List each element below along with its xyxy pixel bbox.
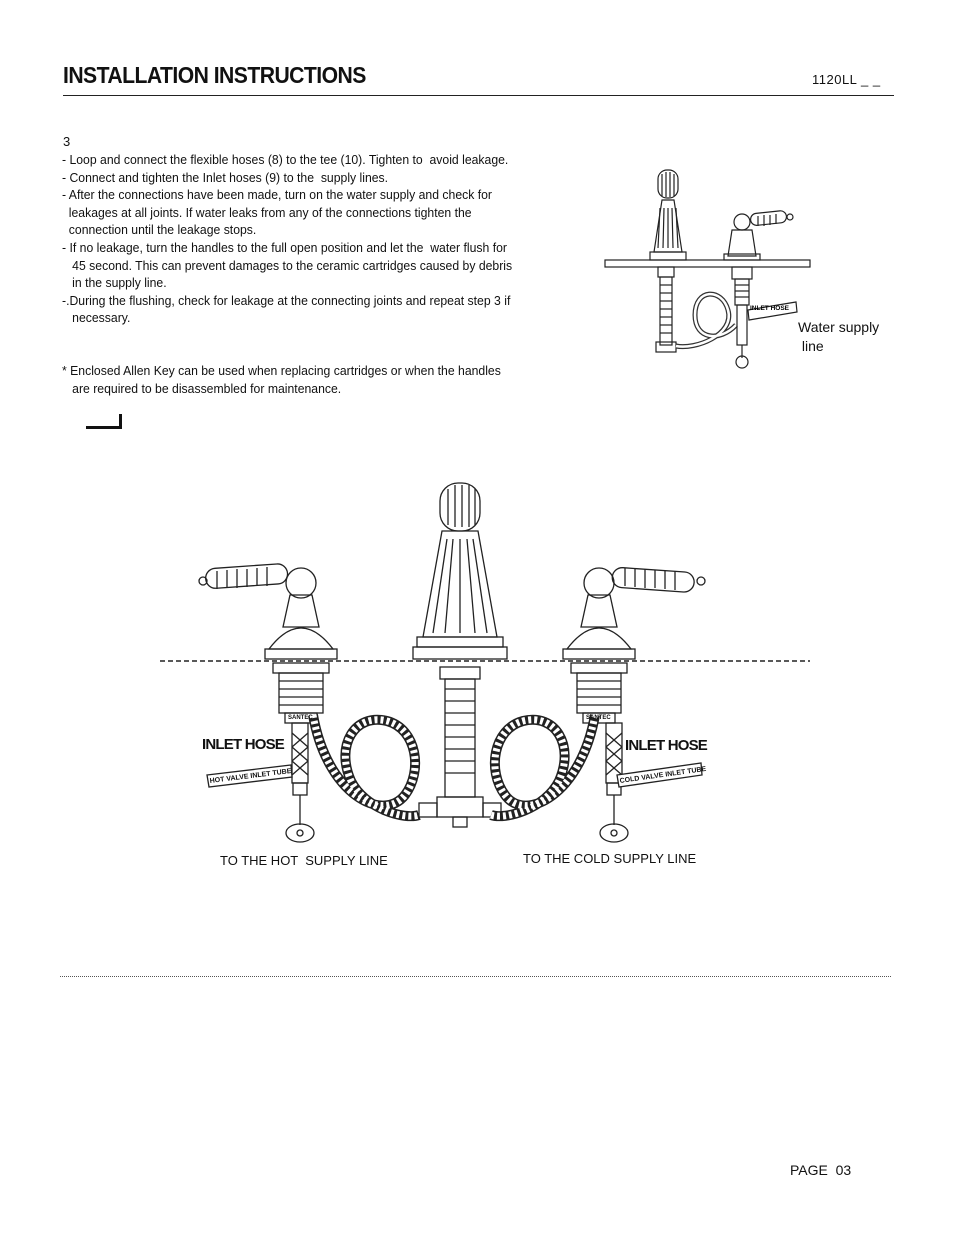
page-number: PAGE 03 bbox=[790, 1162, 852, 1178]
instruction-line: - After the connections have been made, turn on the water supply and check for bbox=[62, 187, 493, 203]
water-supply-label-line1: Water supply bbox=[798, 319, 880, 335]
hot-valve-tube-label: HOT VALVE INLET TUBE bbox=[209, 768, 292, 785]
step-number: 3 bbox=[63, 134, 71, 149]
water-supply-label bbox=[798, 318, 879, 356]
brand-label-right: SANTEC bbox=[586, 715, 611, 721]
instruction-line: in the supply line. bbox=[62, 275, 167, 291]
instruction-line: -.During the flushing, check for leakage at the connecting joints and repeat step 3 if bbox=[62, 292, 511, 308]
main-faucet-diagram bbox=[155, 475, 815, 845]
corner-bracket-mark bbox=[86, 414, 122, 429]
water-supply-label-line2: line bbox=[798, 338, 824, 354]
instruction-line: connection until the leakage stops. bbox=[62, 222, 257, 238]
instruction-line: necessary. bbox=[62, 310, 131, 326]
inlet-hose-label-left: INLET HOSE bbox=[202, 736, 285, 753]
step-instructions bbox=[62, 151, 513, 327]
brand-label-left: SANTEC bbox=[288, 715, 313, 721]
page-title: INSTALLATION INSTRUCTIONS bbox=[63, 62, 366, 88]
instruction-line: - If no leakage, turn the handles to the full open position and let the water flush for bbox=[62, 239, 507, 255]
inlet-hose-label-right: INLET HOSE bbox=[625, 737, 708, 754]
hot-supply-label: TO THE HOT SUPPLY LINE bbox=[220, 853, 388, 868]
header-rule bbox=[63, 95, 894, 96]
allen-key-note bbox=[62, 362, 501, 397]
note-line: * Enclosed Allen Key can be used when replacing cartridges or when the handles bbox=[62, 363, 501, 378]
model-number: 1120LL _ _ bbox=[812, 72, 881, 87]
small-faucet-diagram bbox=[600, 160, 830, 375]
instruction-line: - Loop and connect the flexible hoses (8) to the tee (10). Tighten to avoid leakage. bbox=[62, 152, 509, 167]
section-divider bbox=[60, 976, 891, 977]
instruction-line: - Connect and tighten the Inlet hoses (9) to the supply lines. bbox=[62, 169, 389, 185]
cold-valve-tube-label: COLD VALVE INLET TUBE bbox=[619, 765, 707, 785]
small-inlet-hose-label: INLET HOSE bbox=[750, 305, 790, 312]
cold-supply-label: TO THE COLD SUPPLY LINE bbox=[523, 851, 697, 866]
instruction-line: leakages at all joints. If water leaks from any of the connections tighten the bbox=[62, 204, 472, 220]
instruction-line: 45 second. This can prevent damages to the ceramic cartridges caused by debris bbox=[62, 257, 513, 273]
note-line: are required to be disassembled for maintenance. bbox=[62, 380, 342, 396]
